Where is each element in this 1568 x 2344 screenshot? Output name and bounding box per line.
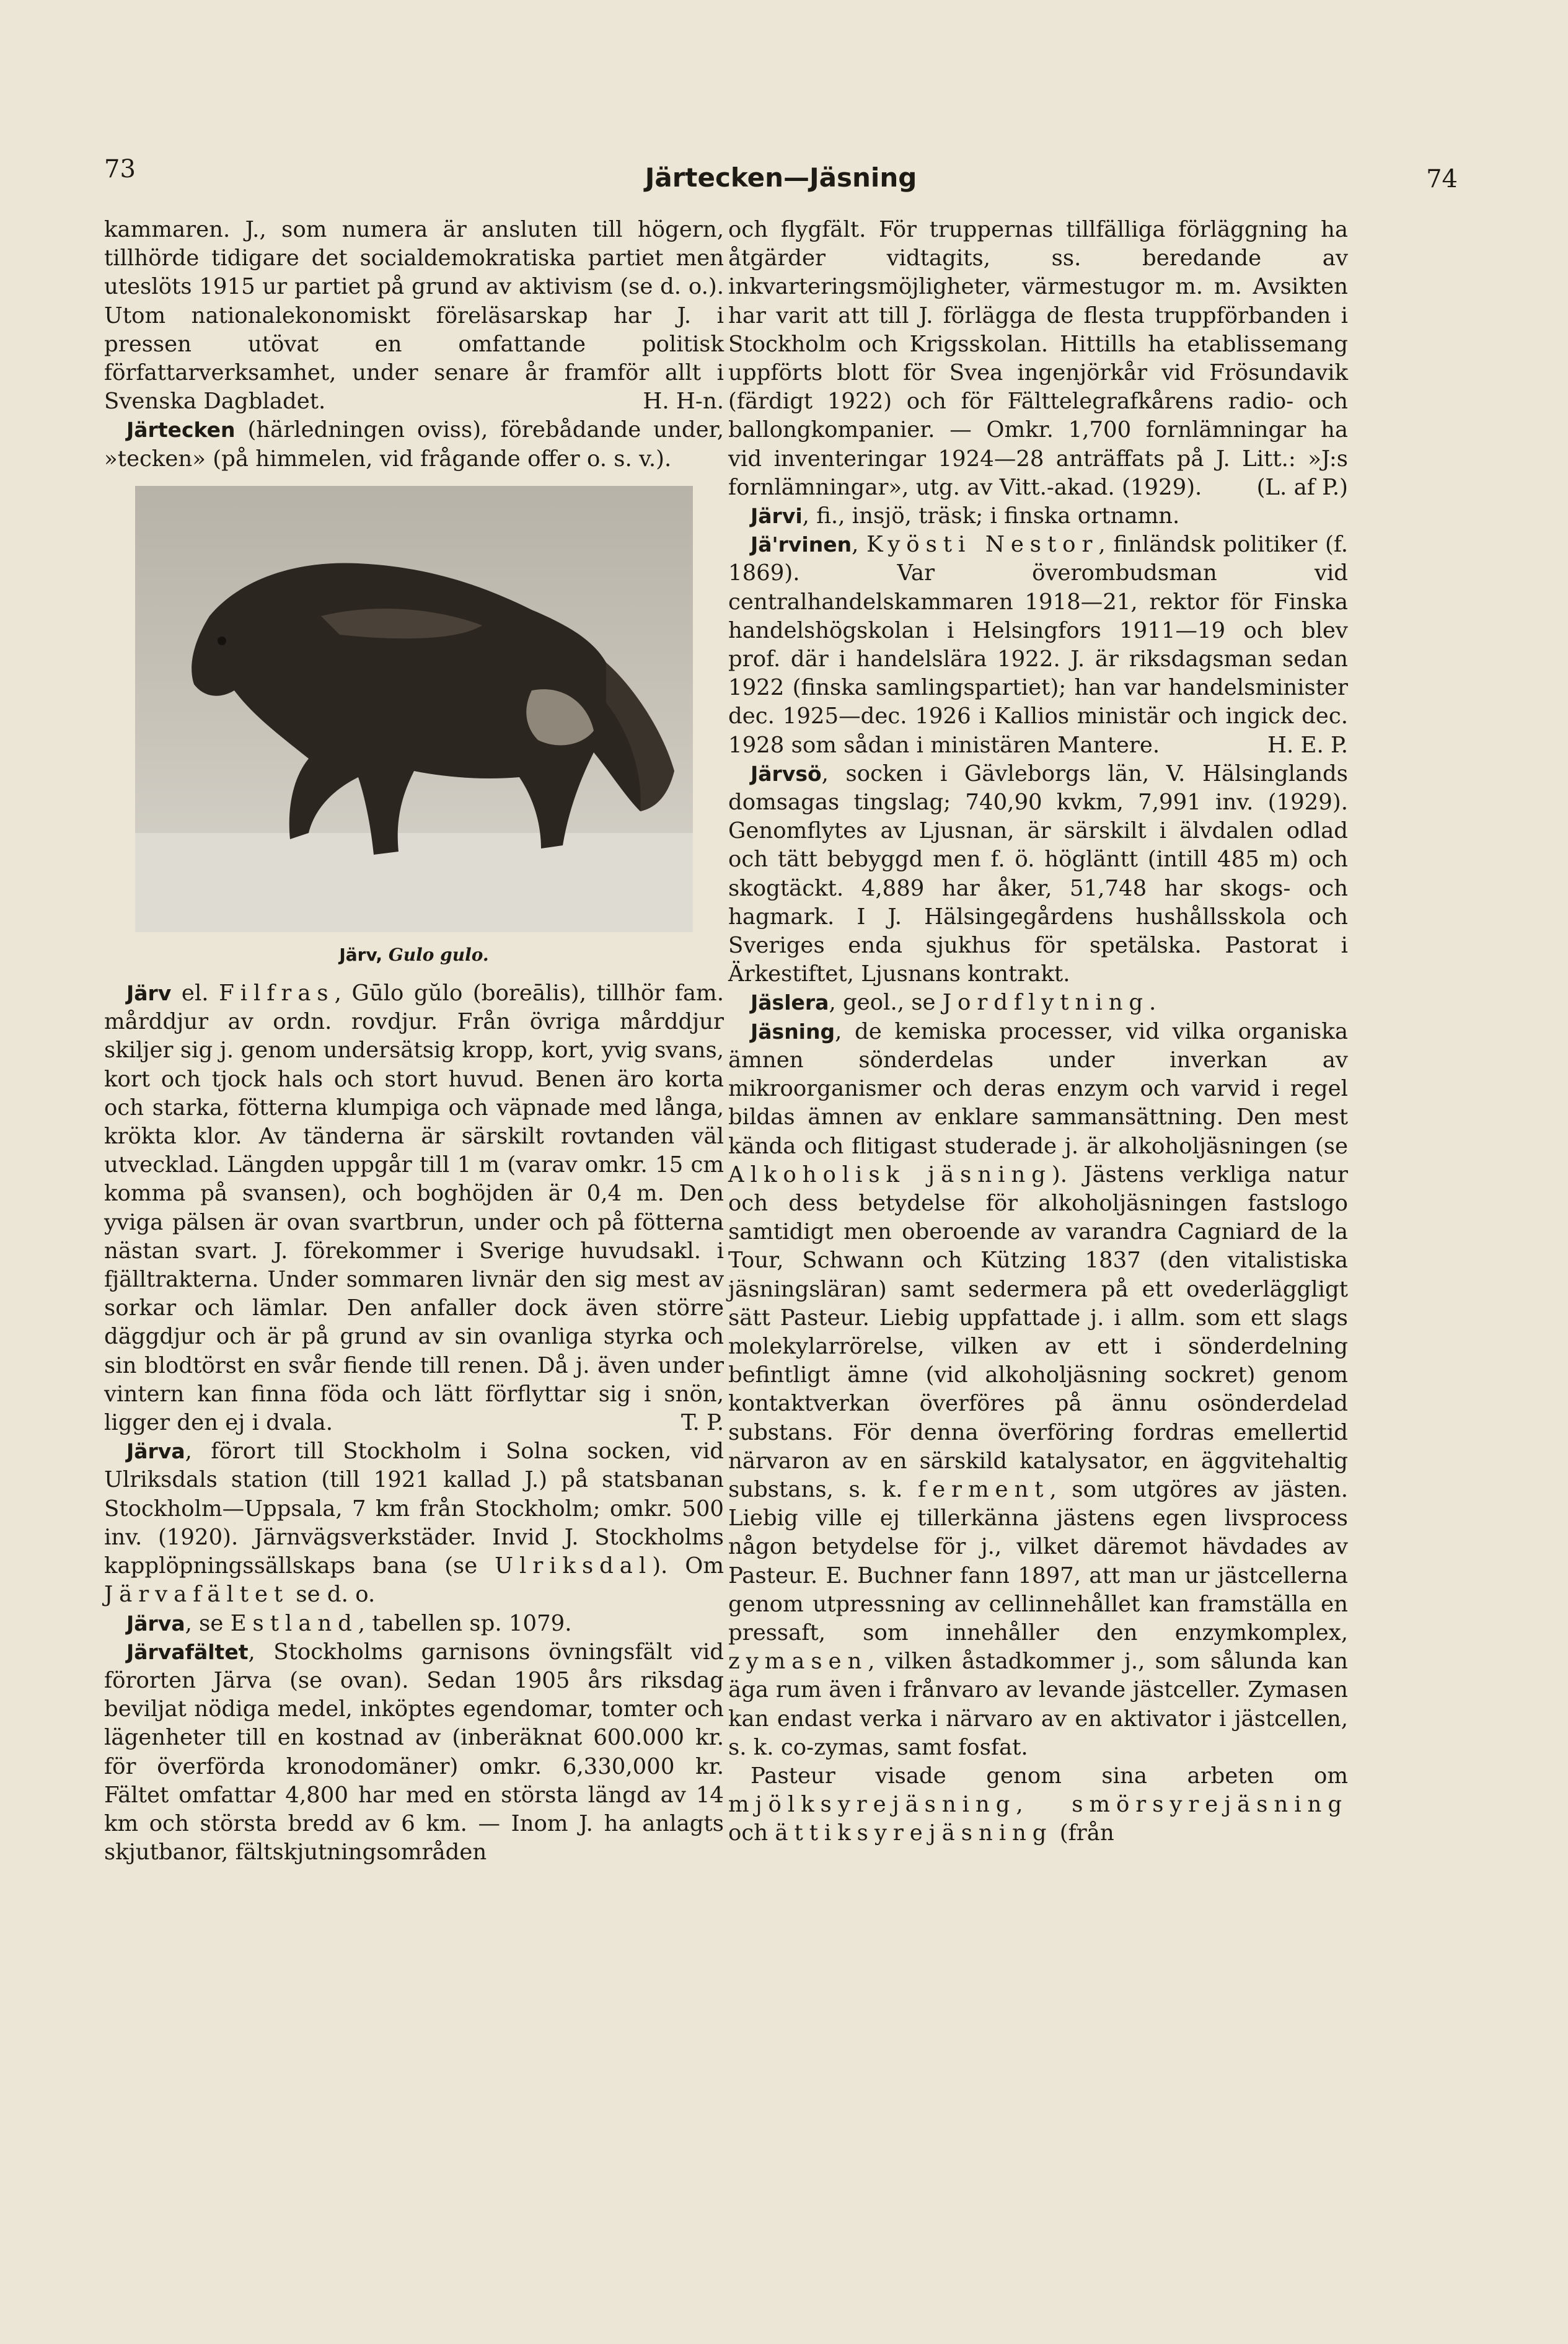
headword: Jä'rvinen bbox=[751, 532, 852, 557]
page-number-left: 73 bbox=[104, 155, 136, 183]
entry-pasteur: Pasteur visade genom sina arbeten om mjölksyrejäsning, smörsyrejäsning och ättiksyrejäsning (från bbox=[728, 1763, 1348, 1846]
entry-jarvso: Järvsö, socken i Gävleborgs län, V. Hälsinglands domsagas tingslag; 740,90 kvkm, 7,991 inv. (1929). Genomflytes av Ljusnan, är särskilt i älvdalen odlad och tätt bebyggd men f. ö. högläntt (intill 485 m) och skogtäckt. 4,889 har åker, 51,748 har skogs- och hagmark. I J. Hälsingegårdens hushållsskola och Sveriges enda sjukhus för spetälska. Pastorat i Ärkestiftet, Ljusnans kontrakt. bbox=[728, 760, 1348, 987]
headword: Järvsö bbox=[751, 761, 822, 786]
entry-continuation: och flygfält. För truppernas tillfälliga förläggning ha åtgärder vidtagits, ss. beredande av inkvarteringsmöjligheter, värmestugor m. m. Avsikten har varit att till J. förlägga de flesta truppförbanden i Stockholm och Krigsskolan. Hittills ha etablissemang uppförts blott för Svea ingenjörkår vid Frösundavik (färdigt 1922) och för Fälttelegrafkårens radio- och ballongkompanier. — Omkr. 1,700 fornlämningar ha vid inventeringar 1924—28 anträffats på J. Litt.: »J:s fornlämningar», utg. av Vitt.-akad. (1929). (L. af P.) bbox=[728, 216, 1348, 502]
headword: Järva bbox=[126, 1439, 185, 1464]
running-head: Järtecken—Jäsning bbox=[645, 162, 917, 193]
wolverine-figure bbox=[104, 486, 724, 969]
author-signature: H. E. P. bbox=[1267, 732, 1348, 758]
right-column bbox=[728, 216, 1348, 1848]
entry-continuation: kammaren. J., som numera är ansluten till högern, tillhörde tidigare det socialdemokratiska partiet men uteslöts 1915 ur partiet på grund av aktivism (se d. o.). Utom nationalekonomiskt föreläsarskap har J. i pressen utövat en omfattande politisk författarverksamhet, under senare år framför allt i Svenska Dagbladet. H. H-n. bbox=[104, 216, 724, 416]
page-number-right: 74 bbox=[1426, 165, 1458, 193]
left-column bbox=[104, 216, 724, 1867]
author-signature: H. H-n. bbox=[643, 389, 724, 415]
wolverine-photo bbox=[135, 486, 693, 932]
headword: Järtecken bbox=[126, 418, 236, 443]
entry-jaslera: Jäslera, geol., se Jordflytning. bbox=[751, 990, 1156, 1016]
entry-jasning: Jäsning, de kemiska processer, vid vilka organiska ämnen sönderdelas under inverkan av mikroorganismer och deras enzym och varvid i regel bildas ämnen av enklare sammansättning. Den mest kända och flitigast studerade j. är alkoholjäsningen (se Alkoholisk jäsning). Jästens verkliga natur och dess betydelse för alkoholjäsningen fastslogo samtidigt men oberoende av varandra Cagniard de la Tour, Schwann och Kützing 1837 (den vitalistiska jäsningsläran) samt sedermera på ett ovederläggligt sätt Pasteur. Liebig uppfattade j. i allm. som ett slags molekylarrörelse, vilken av ett i sönderdelning befintligt ämne (vid alkoholjäsning sockret) genom kontaktverkan överföres på ännu osönderdelad substans. För denna överföring fordras emellertid närvaron av en särskild katalysator, en äggvitehaltig substans, s. k. ferment, som utgöres av jästen. Liebig ville ej tillerkänna jästens egen livsprocess någon betydelse för j., vilket däremot hävdades av Pasteur. E. Buchner fann 1897, att man ur jästcellerna genom utpressning av cellinnehållet kan framställa en pressaft, som innehåller den enzymkomplex, zymasen, vilken åstadkommer j., som sålunda kan äga rum även i frånvaro av levande jästceller. Zymasen kan endast verka i närvaro av en aktivator i jästcellen, s. k. co-zymas, samt fosfat. bbox=[728, 1018, 1348, 1760]
entry-jartecken: Järtecken (härledningen oviss), förebådande under, »tecken» (på himmelen, vid frågande offer o. s. v.). bbox=[104, 417, 724, 472]
entry-jarvafaltet: Järvafältet, Stockholms garnisons övningsfält vid förorten Järva (se ovan). Sedan 1905 års riksdag beviljat nödiga medel, inköptes egendomar, tomter och lägenheter till en kostnad av (inberäknat 600.000 kr. för överförda kronodomäner) omkr. 6,330,000 kr. Fältet omfattar 4,800 har med en största längd av 14 km och största bredd av 6 km. — Inom J. ha anlagts skjutbanor, fältskjutningsområden bbox=[104, 1639, 724, 1866]
figure-caption: Järv, Gulo gulo. bbox=[339, 944, 489, 965]
entry-jarva-estland: Järva, se Estland, tabellen sp. 1079. bbox=[126, 1610, 572, 1636]
author-signature: (L. af P.) bbox=[1256, 474, 1348, 500]
headword: Järvafältet bbox=[126, 1639, 249, 1664]
entry-jarva: Järva, förort till Stockholm i Solna socken, vid Ulriksdals station (till 1921 kallad J.) på statsbanan Stockholm—Uppsala, 7 km från Stockholm; omkr. 500 inv. (1920). Järnvägsverkstäder. Invid J. Stockholms kapplöpningssällskaps bana (se Ulriksdal). Om Järvafältet se d. o. bbox=[104, 1439, 724, 1608]
entry-jarvinen: Jä'rvinen, Kyösti Nestor, finländsk politiker (f. 1869). Var överombudsman vid centralhandelskammaren 1918—21, rektor för Finska handelshögskolan i Helsingfors 1911—19 och blev prof. där i handelslära 1922. J. är riksdagsman sedan 1922 (finska samlingspartiet); han var handelsminister dec. 1925—dec. 1926 i Kallios ministär och ingick dec. 1928 som sådan i ministären Mantere. H. E. P. bbox=[728, 531, 1348, 760]
page-header bbox=[104, 155, 1458, 198]
headword: Järvi bbox=[751, 504, 803, 529]
entry-jarvi: Järvi, fi., insjö, träsk; i finska ortnamn. bbox=[751, 503, 1180, 529]
headword: Jäsning bbox=[751, 1019, 835, 1044]
entry-jarv: Järv el. Filfras, Gūlo gŭlo (boreālis), tillhör fam. mårddjur av ordn. rovdjur. Från övriga mårddjur skiljer sig j. genom undersätsig kropp, kort, yvig svans, kort och tjock hals och stort huvud. Benen äro korta och starka, fötterna klumpiga och väpnade med långa, krökta klor. Av tänderna är särskilt rovtanden väl utvecklad. Längden uppgår till 1 m (varav omkr. 15 cm komma på svansen), och boghöjden är 0,4 m. Den yviga pälsen är ovan svartbrun, under och på fötterna nästan svart. J. förekommer i Sverige huvudsakl. i fjälltrakterna. Under sommaren livnär den sig mest av sorkar och lämlar. Den anfaller dock även större däggdjur och är på grund av sin ovanliga styrka och sin blodtörst en svår fiende till renen. Då j. även under vintern kan finna föda och lätt förflyttar sig i snön, ligger den ej i dvala. T. P. bbox=[104, 979, 724, 1437]
headword: Järv bbox=[126, 981, 172, 1006]
author-signature: T. P. bbox=[680, 1410, 724, 1436]
headword: Jäslera bbox=[751, 990, 829, 1015]
headword: Järva bbox=[126, 1611, 185, 1636]
